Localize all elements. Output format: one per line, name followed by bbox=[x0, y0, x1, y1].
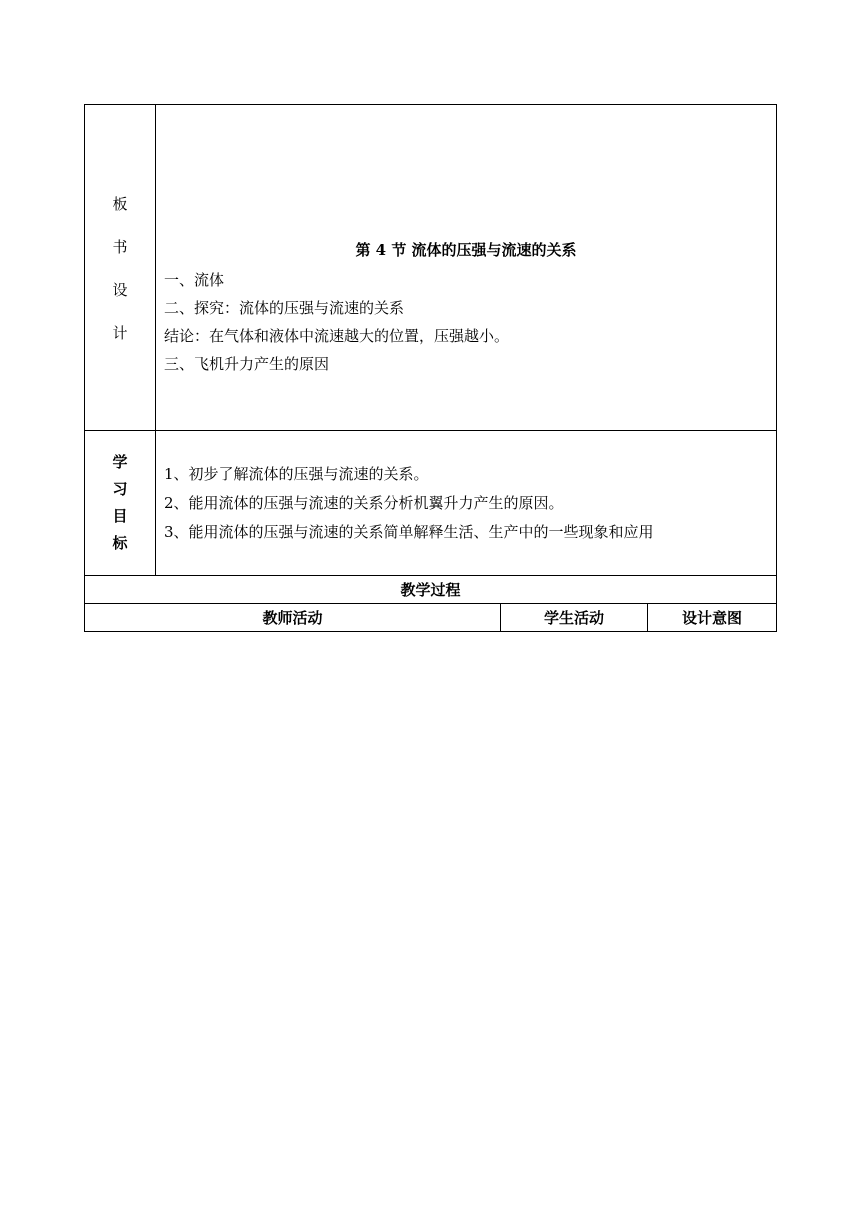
board-design-label-cell bbox=[85, 105, 156, 431]
goals-label-char: 标 bbox=[112, 534, 128, 552]
board-label-char: 计 bbox=[112, 323, 128, 342]
goals-label-char: 习 bbox=[112, 480, 128, 498]
goal-item: 3、能用流体的压强与流速的关系简单解释生活、生产中的一些现象和应用 bbox=[164, 522, 654, 541]
board-design-row bbox=[85, 105, 777, 431]
board-label-char: 书 bbox=[112, 237, 128, 256]
board-design-content bbox=[156, 105, 777, 431]
student-activity-header: 学生活动 bbox=[501, 604, 648, 632]
board-line: 三、飞机升力产生的原因 bbox=[164, 354, 330, 373]
board-label-char: 设 bbox=[112, 280, 128, 299]
lesson-plan-table bbox=[84, 104, 777, 632]
board-title: 第 4 节 流体的压强与流速的关系 bbox=[355, 240, 577, 259]
teaching-process-title: 教学过程 bbox=[85, 576, 777, 604]
learning-goals-label-cell bbox=[85, 431, 156, 576]
learning-goals-label bbox=[85, 449, 155, 557]
board-design-label bbox=[85, 182, 155, 354]
board-label-char: 板 bbox=[112, 194, 128, 213]
goal-item: 1、初步了解流体的压强与流速的关系。 bbox=[164, 464, 429, 483]
goals-label-char: 目 bbox=[112, 507, 128, 525]
board-line: 一、流体 bbox=[164, 270, 225, 289]
board-line: 结论：在气体和液体中流速越大的位置，压强越小。 bbox=[164, 326, 510, 345]
board-line: 二、探究：流体的压强与流速的关系 bbox=[164, 298, 405, 317]
learning-goals-row bbox=[85, 431, 777, 576]
learning-goals-content bbox=[156, 431, 777, 576]
teacher-activity-header: 教师活动 bbox=[85, 604, 501, 632]
process-header-row bbox=[85, 604, 777, 632]
design-intent-header: 设计意图 bbox=[648, 604, 777, 632]
goal-item: 2、能用流体的压强与流速的关系分析机翼升力产生的原因。 bbox=[164, 493, 564, 512]
teaching-process-row bbox=[85, 576, 777, 604]
goals-label-char: 学 bbox=[112, 453, 128, 471]
